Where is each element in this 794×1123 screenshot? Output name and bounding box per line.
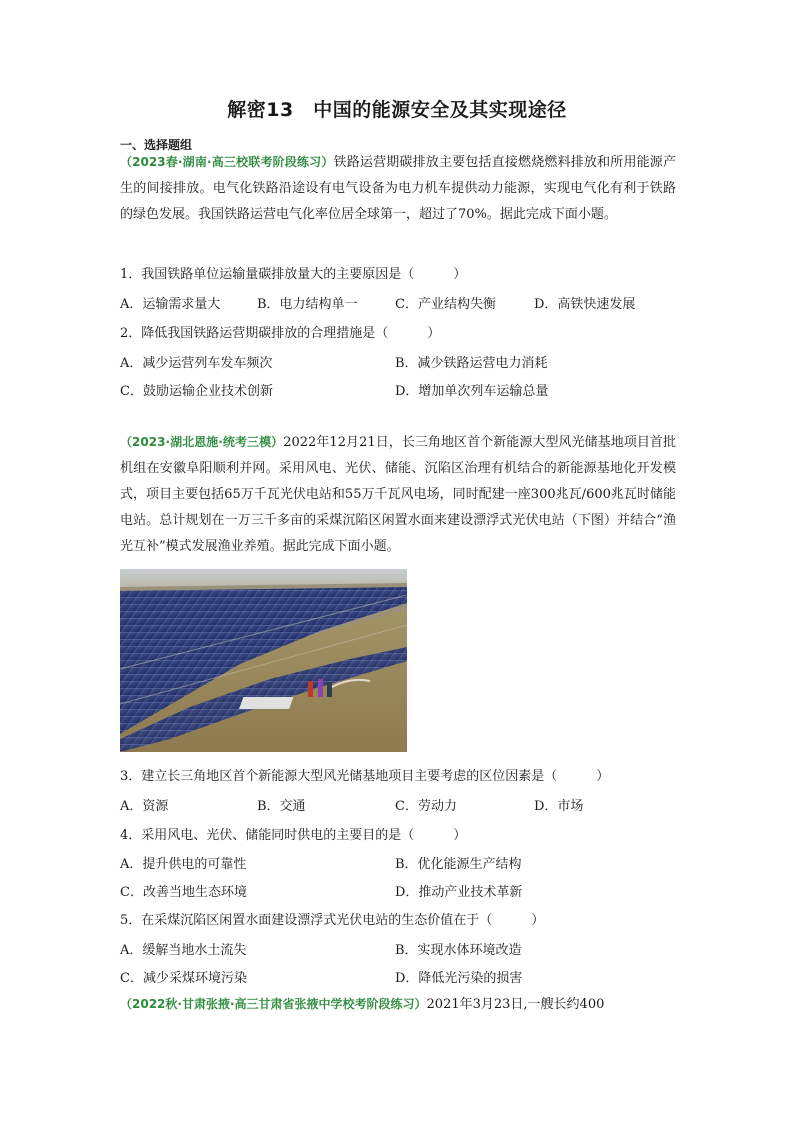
q4-option-d[interactable]: D．推动产业技术革新: [395, 885, 523, 900]
group2-passage: [120, 429, 676, 560]
q1-option-b[interactable]: B．电力结构单一: [257, 297, 358, 312]
group1-source: （2023春·湖南·高三校联考阶段练习）: [120, 155, 334, 169]
question-5-stem: 5．在采煤沉陷区闲置水面建设漂浮式光伏电站的生态价值在于（ ）: [120, 913, 545, 928]
group3-source: （2022秋·甘肃张掖·高三甘肃省张掖中学校考阶段练习）: [120, 997, 427, 1011]
q5-option-c[interactable]: C．减少采煤环境污染: [120, 971, 247, 986]
group2-text: 2022年12月21日，长三角地区首个新能源大型风光储基地项目首批机组在安徽阜阳顺利并网。采用风电、光伏、储能、沉陷区治理有机结合的新能源基地化开发模式，项目主要包括65万千瓦光伏电站和55万千瓦风电场，同时配建一座300兆瓦/600兆瓦时储能电站。总计规划在一万三千多亩的采煤沉陷区闲置水面来建设漂浮式光伏电站（下图）并结合“渔光互补”模式发展渔业养殖。据此完成下面小题。: [120, 435, 676, 554]
q4-option-c[interactable]: C．改善当地生态环境: [120, 885, 247, 900]
q4-option-a[interactable]: A．提升供电的可靠性: [120, 857, 247, 872]
question-1-stem: 1．我国铁路单位运输量碳排放量大的主要原因是（ ）: [120, 267, 467, 282]
q1-option-c[interactable]: C．产业结构失衡: [395, 297, 496, 312]
q1-option-a[interactable]: A．运输需求量大: [120, 297, 221, 312]
q4-option-b[interactable]: B．优化能源生产结构: [395, 857, 522, 872]
group3-passage: [120, 991, 676, 1018]
question-3-stem: 3．建立长三角地区首个新能源大型风光储基地项目主要考虑的区位因素是（ ）: [120, 769, 610, 784]
q2-option-d[interactable]: D．增加单次列车运输总量: [395, 384, 549, 399]
q3-option-d[interactable]: D．市场: [534, 799, 584, 814]
q3-option-c[interactable]: C．劳动力: [395, 799, 457, 814]
floating-solar-illustration: [120, 569, 407, 752]
q5-option-d[interactable]: D．降低光污染的损害: [395, 971, 523, 986]
section-heading: 一、选择题组: [120, 138, 193, 152]
q5-option-a[interactable]: A．缓解当地水土流失: [120, 943, 247, 958]
q5-option-b[interactable]: B．实现水体环境改造: [395, 943, 522, 958]
q3-option-b[interactable]: B．交通: [257, 799, 306, 814]
q1-option-d[interactable]: D．高铁快速发展: [534, 297, 636, 312]
q3-option-a[interactable]: A．资源: [120, 799, 169, 814]
page-title: 解密13 中国的能源安全及其实现途径: [227, 99, 567, 121]
question-4-stem: 4．采用风电、光伏、储能同时供电的主要目的是（ ）: [120, 828, 467, 843]
q2-option-a[interactable]: A．减少运营列车发车频次: [120, 356, 273, 371]
group1-passage: [120, 149, 676, 228]
group2-source: （2023·湖北恩施·统考三模）: [120, 435, 284, 449]
group1-text: 铁路运营期碳排放主要包括直接燃烧燃料排放和所用能源产生的间接排放。电气化铁路沿途设有电气设备为电力机车提供动力能源，实现电气化有利于铁路的绿色发展。我国铁路运营电气化率位居全球第一，超过了70%。据此完成下面小题。: [120, 155, 676, 222]
group3-text: 2021年3月23日,一艘长约400: [426, 997, 605, 1012]
q2-option-c[interactable]: C．鼓励运输企业技术创新: [120, 384, 273, 399]
solar-panel-photo: [120, 569, 407, 752]
question-2-stem: 2．降低我国铁路运营期碳排放的合理措施是（ ）: [120, 326, 441, 341]
q2-option-b[interactable]: B．减少铁路运营电力消耗: [395, 356, 548, 371]
